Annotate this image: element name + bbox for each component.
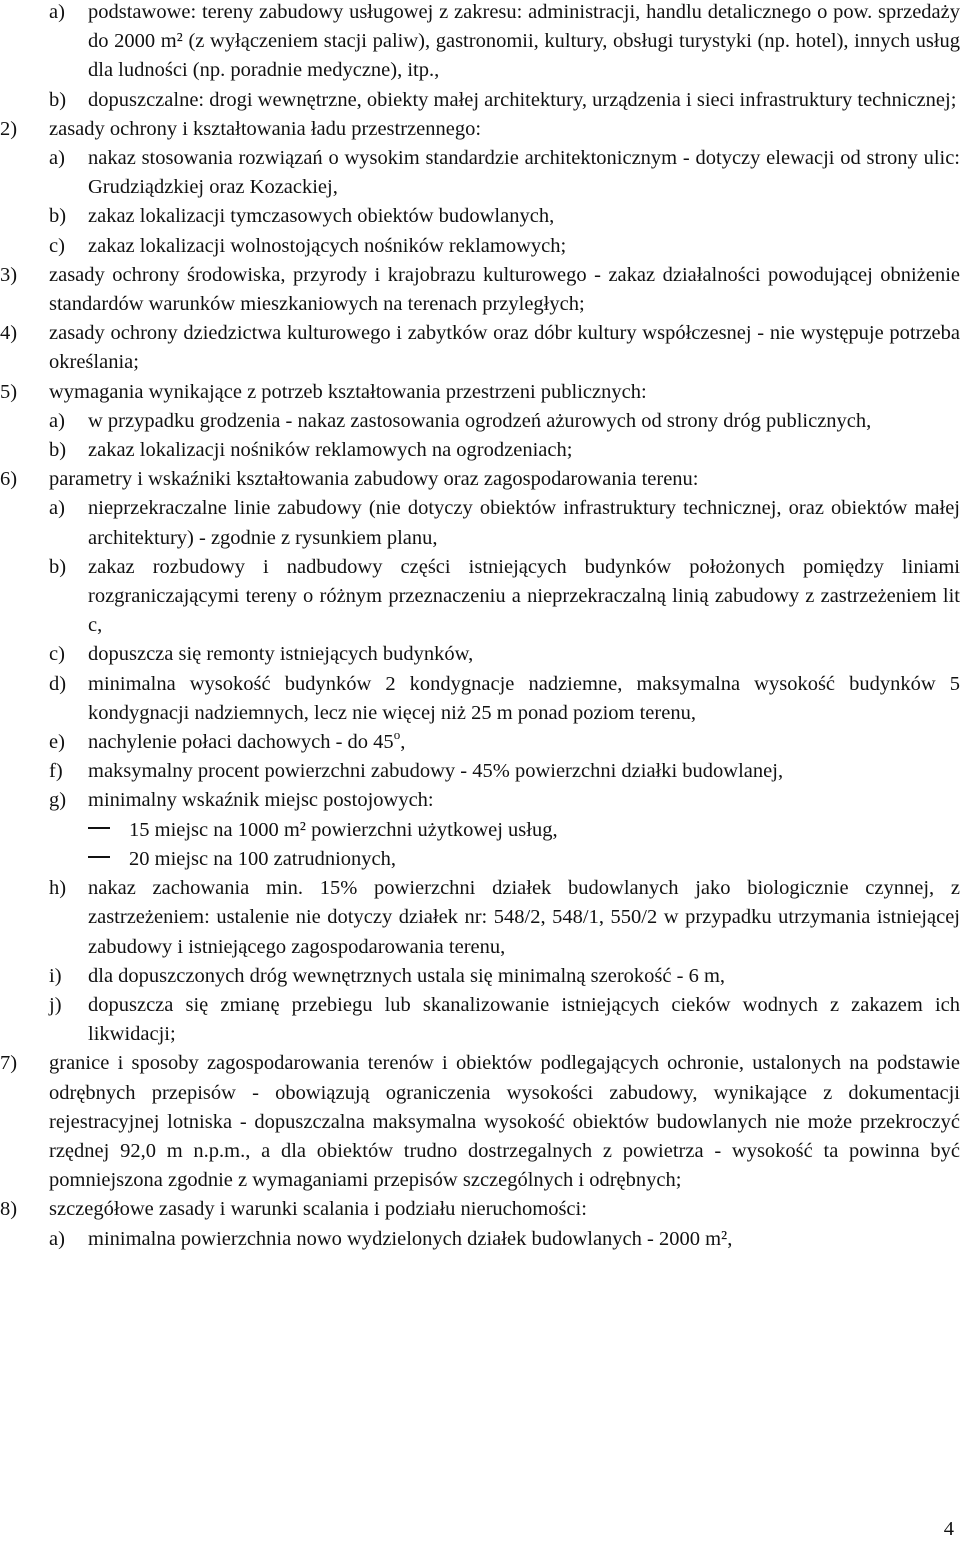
item-label: f) — [49, 760, 63, 783]
degree-superscript: o — [393, 727, 401, 743]
dash-icon — [88, 827, 110, 829]
page-number: 4 — [943, 1518, 954, 1540]
list-item — [0, 640, 960, 669]
list-item — [0, 202, 960, 231]
item-text: zakaz rozbudowy i nadbudowy części istniejących budynków położonych pomiędzy liniami rozgraniczającymi tereny o różnym przeznaczeniu a nieprzekraczalną linią zabudowy z zastrzeżeniem lit c, — [88, 555, 960, 637]
list-item — [0, 261, 960, 319]
item-label: 7) — [0, 1052, 18, 1075]
item-label: 5) — [0, 380, 18, 403]
item-text: maksymalny procent powierzchni zabudowy - 45% powierzchni działki budowlanej, — [88, 760, 784, 783]
item-label: j) — [49, 993, 62, 1016]
item-label: a) — [49, 147, 65, 170]
list-item — [0, 962, 960, 991]
item-text: 15 miejsc na 1000 m² powierzchni użytkowej usług, — [129, 818, 558, 841]
list-item — [0, 378, 960, 407]
item-label: b) — [49, 555, 67, 578]
item-text: nachylenie połaci dachowych - do 45$^o$, — [88, 727, 406, 754]
item-label: a) — [49, 409, 65, 432]
item-text: dopuszcza się remonty istniejących budynków, — [88, 643, 474, 666]
list-item — [0, 144, 960, 202]
item-text: wymagania wynikające z potrzeb kształtowania przestrzeni publicznych: — [49, 380, 647, 403]
dash-list-item — [0, 845, 960, 874]
item-label: 6) — [0, 468, 18, 491]
item-text: zakaz lokalizacji nośników reklamowych na ogrodzeniach; — [88, 439, 573, 462]
item-label: 3) — [0, 263, 18, 286]
item-label: h) — [49, 877, 67, 900]
item-text: nakaz zachowania min. 15% powierzchni działek budowlanych jako biologicznie czynnej, z zastrzeżeniem: ustalenie nie dotyczy działek nr: 548/2, 548/1, 550/2 w przypadku utrzymania istniejącej zabudowy i istniejącego zagospodarowania terenu, — [88, 877, 960, 958]
item-label: 2) — [0, 117, 18, 140]
item-text: nakaz stosowania rozwiązań o wysokim standardzie architektonicznym - dotyczy elewacji od strony ulic: Grudziądzkiej oraz Kozackiej, — [88, 147, 960, 199]
item-label: e) — [49, 731, 65, 754]
item-text: szczegółowe zasady i warunki scalania i podziału nieruchomości: — [49, 1198, 587, 1221]
item-label: b) — [49, 205, 67, 228]
list-item — [0, 86, 960, 115]
list-item — [0, 232, 960, 261]
item-label: a) — [49, 497, 65, 520]
item-text: dopuszczalne: drogi wewnętrzne, obiekty małej architektury, urządzenia i sieci infrastruktury technicznej; — [88, 88, 957, 111]
list-item — [0, 407, 960, 436]
item-label: 4) — [0, 322, 18, 345]
item-label: a) — [49, 1, 65, 23]
item-text: minimalna wysokość budynków 2 kondygnacje nadziemne, maksymalna wysokość budynków 5 kondygnacji nadziemnych, lecz nie więcej niż 25 m ponad poziom terenu, — [88, 672, 960, 724]
item-label: d) — [49, 672, 67, 695]
list-item — [0, 115, 960, 144]
item-text: parametry i wskaźniki kształtowania zabudowy oraz zagospodarowania terenu: — [49, 468, 699, 491]
list-item — [0, 874, 960, 962]
list-item — [0, 1195, 960, 1224]
list-item — [0, 728, 960, 757]
list-item — [0, 786, 960, 815]
item-text: minimalny wskaźnik miejsc postojowych: — [88, 789, 434, 812]
item-text: zasady ochrony środowiska, przyrody i krajobrazu kulturowego - zakaz działalności powodującej obniżenie standardów warunków mieszkaniowych na terenach przyległych; — [49, 263, 960, 316]
item-label: g) — [49, 789, 67, 812]
list-item — [0, 0, 960, 86]
item-text: zakaz lokalizacji tymczasowych obiektów budowlanych, — [88, 205, 555, 228]
item-label: 8) — [0, 1198, 18, 1221]
item-text: zasady ochrony dziedzictwa kulturowego i zabytków oraz dóbr kultury współczesnej - nie występuje potrzeba określania; — [49, 322, 960, 374]
item-text: podstawowe: tereny zabudowy usługowej z zakresu: administracji, handlu detalicznego o pow. sprzedaży do 2000 m² (z wyłączeniem stacji paliw), gastronomii, kultury, obsługi turystyki (np. hotel), innych usług dla ludności (np. poradnie medyczne), itp., — [88, 1, 960, 82]
list-item — [0, 1049, 960, 1195]
list-item — [0, 553, 960, 641]
item-label: c) — [49, 234, 65, 257]
list-item — [0, 991, 960, 1049]
list-item — [0, 494, 960, 552]
item-text: granice i sposoby zagospodarowania terenów i obiektów podlegających ochronie, ustalonych na podstawie odrębnych przepisów - obowiązują ograniczenia wysokości zabudowy, wynikające z dokumentacji rejestracyjnej lotniska - dopuszczalna maksymalna wysokość obiektów budowlanych nie może przekroczyć rzędnej 92,0 m n.p.m., a dla obiektów trudno dostrzegalnych z powietrza - wysokość ta powinna być pomniejszona zgodnie z wymaganiami przepisów szczególnych i odrębnych; — [49, 1052, 960, 1192]
list-item — [0, 436, 960, 465]
dash-icon — [88, 856, 110, 858]
list-item — [0, 465, 960, 494]
item-label: i) — [49, 964, 62, 987]
dash-bullet — [88, 816, 129, 845]
list-item — [0, 1225, 960, 1254]
item-text: zasady ochrony i kształtowania ładu przestrzennego: — [49, 117, 482, 140]
item-label: b) — [49, 88, 67, 111]
item-text: 20 miejsc na 100 zatrudnionych, — [129, 847, 397, 870]
item-text: minimalna powierzchnia nowo wydzielonych działek budowlanych - 2000 m², — [88, 1227, 733, 1250]
list-item — [0, 757, 960, 786]
dash-bullet — [88, 845, 129, 874]
dash-list-item — [0, 816, 960, 845]
item-text: dla dopuszczonych dróg wewnętrznych ustala się minimalną szerokość - 6 m, — [88, 964, 726, 987]
item-label: c) — [49, 643, 65, 666]
list-item — [0, 319, 960, 377]
item-text: w przypadku grodzenia - nakaz zastosowania ogrodzeń ażurowych od strony dróg publicznych, — [88, 409, 872, 432]
item-text: dopuszcza się zmianę przebiegu lub skanalizowanie istniejących cieków wodnych z zakazem ich likwidacji; — [88, 993, 960, 1046]
item-label: a) — [49, 1227, 65, 1250]
item-text: nieprzekraczalne linie zabudowy (nie dotyczy obiektów infrastruktury technicznej, oraz obiektów małej architektury) - zgodnie z rysunkiem planu, — [88, 497, 960, 549]
item-text: zakaz lokalizacji wolnostojących nośników reklamowych; — [88, 234, 567, 257]
item-label: b) — [49, 439, 67, 462]
list-item — [0, 670, 960, 728]
